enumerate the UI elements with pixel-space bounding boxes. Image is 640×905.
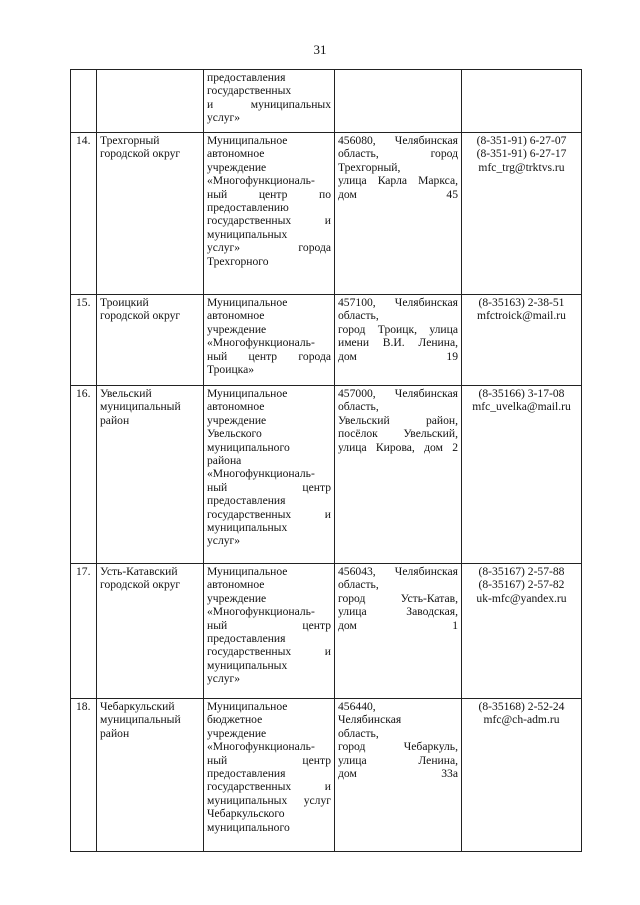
municipality-line: городской округ [100, 147, 181, 161]
contacts-cell [462, 386, 582, 564]
organization-line: муниципальных [207, 521, 288, 535]
contacts-cell [462, 133, 582, 295]
address-line: дом 45 [338, 187, 458, 201]
organization-line: «Многофункциональ- [207, 605, 315, 619]
row-number-cell [71, 70, 97, 133]
municipality-cell [97, 699, 204, 852]
row-number: 15. [76, 296, 91, 309]
organization-line: Увельского [207, 427, 262, 441]
row-number: 17. [76, 565, 91, 578]
municipality-cell [97, 564, 204, 699]
organization-line: государственных и [207, 214, 331, 228]
organization-line: Чебаркульского [207, 807, 285, 821]
organization-line: учреждение [207, 160, 267, 174]
organization-line: «Многофункциональ- [207, 336, 315, 350]
organization-line: предоставления [207, 494, 286, 508]
organization-cell [204, 699, 335, 852]
organization-line: муниципальных услуг [207, 793, 331, 807]
address-line: 457100, Челябинская [338, 296, 458, 309]
address-line: дом 1 [338, 618, 458, 632]
address-line: область, [338, 400, 379, 414]
address-line: 456440, [338, 700, 376, 713]
organization-line: «Многофункциональ- [207, 174, 315, 188]
organization-line: ный центр города [207, 349, 331, 363]
organization-line: услуг» [207, 111, 241, 125]
organization-line: учреждение [207, 413, 267, 427]
municipality-line: муниципальный [100, 400, 181, 414]
contacts-cell [462, 70, 582, 133]
row-number-cell [71, 564, 97, 699]
municipality-line: муниципальный [100, 713, 181, 727]
address-line: Увельский район, [338, 413, 458, 427]
address-line: область, [338, 578, 379, 592]
organization-line: и муниципальных [207, 97, 331, 111]
organization-line: Муниципальное [207, 565, 288, 578]
organization-line: автономное [207, 400, 265, 414]
address-line: Трехгорный, [338, 160, 401, 174]
contact-line: uk-mfc@yandex.ru [476, 591, 567, 605]
organization-line: услуг» города [207, 241, 331, 255]
contact-line: (8-351-91) 6-27-17 [476, 147, 567, 161]
organization-line: государственных и [207, 780, 331, 794]
organization-line: предоставления [207, 71, 286, 84]
organization-line: Троицка» [207, 363, 255, 377]
contacts-cell [462, 699, 582, 852]
address-line: 457000, Челябинская [338, 387, 458, 400]
row-number-cell [71, 133, 97, 295]
address-line: имени В.И. Ленина, [338, 336, 458, 350]
contact-line: (8-35167) 2-57-88 [478, 565, 565, 578]
row-number-cell [71, 699, 97, 852]
municipality-line: район [100, 413, 130, 427]
organization-line: муниципальных [207, 658, 288, 672]
municipality-cell [97, 133, 204, 295]
row-number: 16. [76, 387, 91, 400]
address-cell [335, 699, 462, 852]
organization-line: Муниципальное [207, 700, 288, 713]
organization-line: Трехгорного [207, 254, 269, 268]
organization-line: ный центр [207, 618, 331, 632]
row-number-cell [71, 386, 97, 564]
contacts-cell [462, 295, 582, 386]
address-line: 456080, Челябинская [338, 134, 458, 147]
contact-line: mfc@ch-adm.ru [483, 713, 560, 727]
address-line: дом 19 [338, 349, 458, 363]
organization-line: Муниципальное [207, 387, 288, 400]
organization-line: автономное [207, 147, 265, 161]
municipality-line: Троицкий [100, 296, 149, 309]
organization-line: «Многофункциональ- [207, 467, 315, 481]
table-row [71, 564, 582, 699]
address-line: дом 33а [338, 767, 458, 781]
row-number-cell [71, 295, 97, 386]
organization-line: района [207, 454, 242, 468]
organization-cell [204, 70, 335, 133]
table-row [71, 70, 582, 133]
organization-line: автономное [207, 578, 265, 592]
table-row [71, 295, 582, 386]
address-line: улица Заводская, [338, 605, 458, 619]
municipality-line: городской округ [100, 578, 181, 592]
organization-line: муниципальных [207, 227, 288, 241]
contact-line: (8-35167) 2-57-82 [478, 578, 565, 592]
organization-line: учреждение [207, 726, 267, 740]
contact-line: mfc_trg@trktvs.ru [478, 160, 565, 174]
address-line: область, город [338, 147, 458, 161]
organization-line: Муниципальное [207, 134, 288, 147]
organization-line: ный центр [207, 480, 331, 494]
organization-line: «Многофункциональ- [207, 740, 315, 754]
organization-line: государственных и [207, 645, 331, 659]
contact-line: (8-35166) 3-17-08 [478, 387, 565, 400]
organization-line: муниципального [207, 440, 290, 454]
organization-cell [204, 133, 335, 295]
organization-cell [204, 564, 335, 699]
municipality-line: Увельский [100, 387, 152, 400]
row-number: 14. [76, 134, 91, 147]
municipality-line: район [100, 726, 130, 740]
organization-line: Муниципальное [207, 296, 288, 309]
address-line: город Усть-Катав, [338, 591, 458, 605]
organization-cell [204, 386, 335, 564]
address-cell [335, 386, 462, 564]
contacts-cell [462, 564, 582, 699]
municipality-cell [97, 70, 204, 133]
organization-line: государственных и [207, 507, 331, 521]
address-line: 456043, Челябинская [338, 565, 458, 578]
address-line: город Чебаркуль, [338, 740, 458, 754]
contact-line: mfctroick@mail.ru [477, 309, 566, 323]
mfc-table [70, 69, 582, 852]
organization-line: предоставлению [207, 201, 289, 215]
mfc-table-body [71, 70, 582, 852]
address-line: улица Кирова, дом 2 [338, 440, 458, 454]
organization-line: услуг» [207, 534, 241, 548]
municipality-cell [97, 295, 204, 386]
organization-line: учреждение [207, 591, 267, 605]
row-number: 18. [76, 700, 91, 713]
municipality-cell [97, 386, 204, 564]
address-cell [335, 133, 462, 295]
organization-line: предоставления [207, 632, 286, 646]
contact-line: (8-351-91) 6-27-07 [476, 134, 567, 147]
organization-line: учреждение [207, 322, 267, 336]
municipality-line: городской округ [100, 309, 181, 323]
address-line: Челябинская [338, 713, 402, 727]
contact-line: (8-35168) 2-52-24 [478, 700, 565, 713]
organization-line: ный центр [207, 753, 331, 767]
address-cell [335, 564, 462, 699]
municipality-line: Усть-Катавский [100, 565, 178, 578]
address-line: улица Карла Маркса, [338, 174, 458, 188]
organization-line: государственных [207, 84, 292, 98]
page-number: 31 [313, 42, 327, 57]
organization-line: услуг» [207, 672, 241, 686]
organization-line: предоставления [207, 767, 286, 781]
organization-line: ный центр по [207, 187, 331, 201]
address-line: город Троицк, улица [338, 322, 458, 336]
address-cell [335, 70, 462, 133]
organization-line: бюджетное [207, 713, 263, 727]
municipality-line: Трехгорный [100, 134, 160, 147]
address-line: улица Ленина, [338, 753, 458, 767]
address-cell [335, 295, 462, 386]
contact-line: (8-35163) 2-38-51 [478, 296, 565, 309]
address-line: область, [338, 726, 379, 740]
organization-line: автономное [207, 309, 265, 323]
organization-cell [204, 295, 335, 386]
table-row [71, 699, 582, 852]
table-row [71, 133, 582, 295]
organization-line: муниципального [207, 820, 290, 834]
municipality-line: Чебаркульский [100, 700, 175, 713]
contact-line: mfc_uvelka@mail.ru [472, 400, 571, 414]
address-line: область, [338, 309, 379, 323]
table-row [71, 386, 582, 564]
address-line: посёлок Увельский, [338, 427, 458, 441]
